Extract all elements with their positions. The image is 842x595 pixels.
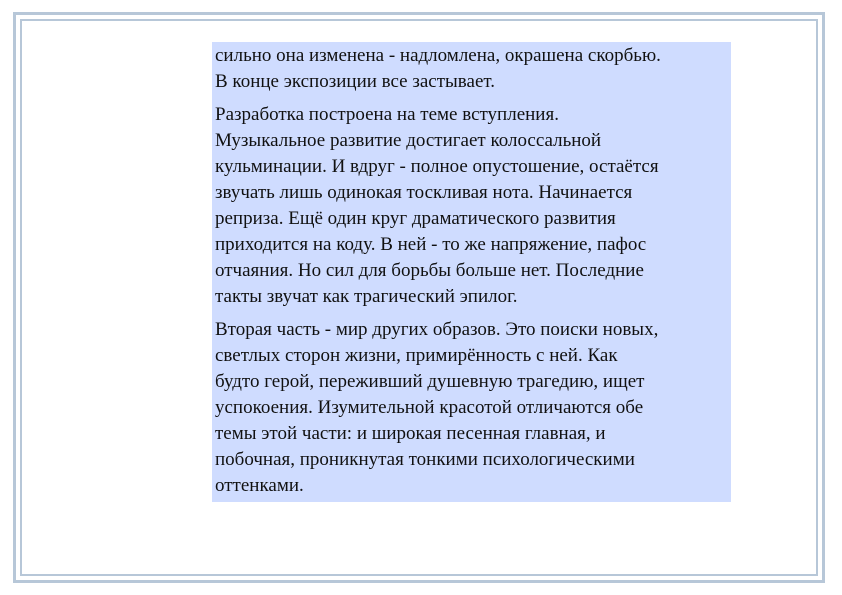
paragraph-development: Разработка построена на теме вступления. Музыкальное развитие достигает колоссальной кульминации. И вдруг - полное опустошение, остаётся звучать лишь одинокая тоскливая нота. Начинается реприза. Ещё один круг драматического развития приходится на коду. В ней - то же напряжение, пафос отчаяния. Но сил для борьбы больше нет. Последние такты звучат как трагический эпилог. [215,104,659,307]
text-box [212,42,731,502]
paragraph-exposition-end: сильно она изменена - надломлена, окрашена скорбью. В конце экспозиции все застывает. [215,45,661,92]
paragraph-second-movement: Вторая часть - мир других образов. Это поиски новых, светлых сторон жизни, примирённость с ней. Как будто герой, переживший душевную трагедию, ищет успокоения. Изумительной красотой отличаются обе темы этой части: и широкая песенная главная, и побочная, проникнутая тонкими психологическими оттенками. [215,319,659,496]
